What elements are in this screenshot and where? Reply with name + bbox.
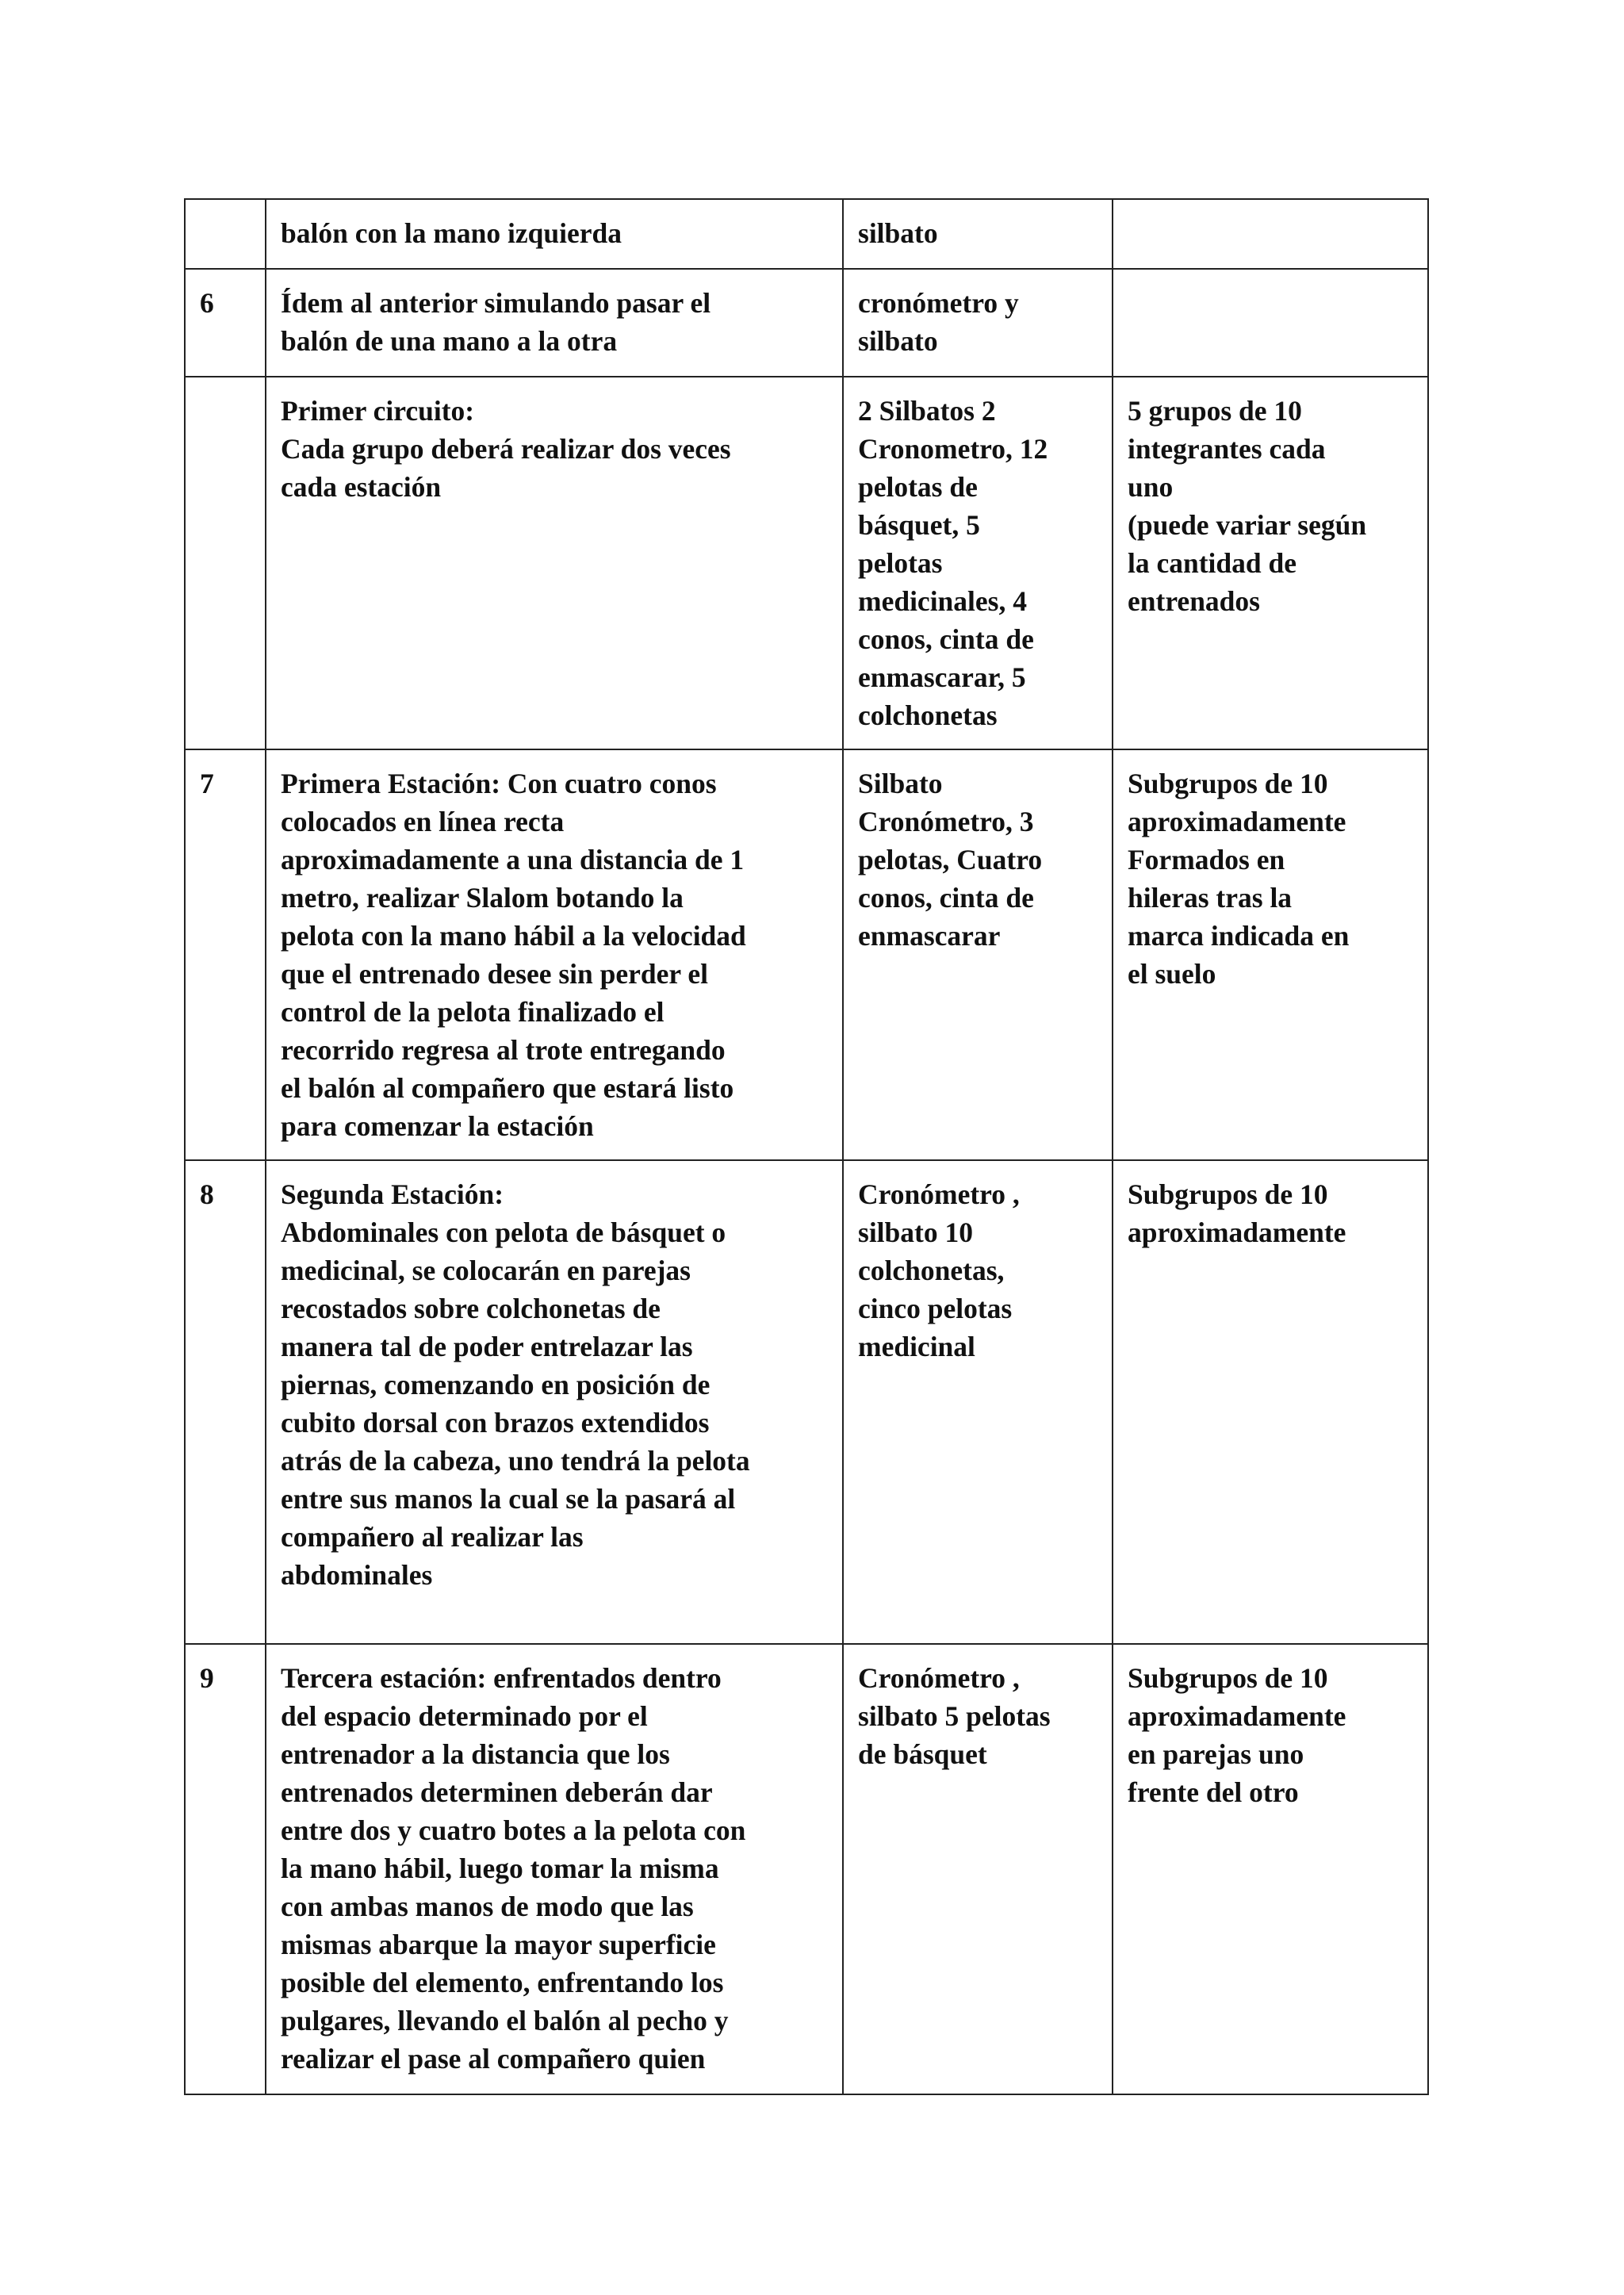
materials-cell (843, 377, 1113, 749)
materials-line: cinco pelotas (858, 1293, 1013, 1324)
row-number: 8 (200, 1178, 214, 1210)
description-line: el balón al compañero que estará listo (281, 1072, 734, 1104)
row-number-cell (185, 269, 266, 377)
row-number-cell (185, 199, 266, 269)
description-line: cubito dorsal con brazos extendidos (281, 1407, 710, 1439)
organization-line: frente del otro (1128, 1776, 1299, 1808)
table-row (185, 199, 1428, 269)
organization-line: en parejas uno (1128, 1738, 1304, 1770)
materials-line: Cronómetro , (858, 1662, 1020, 1694)
materials-line: cronómetro y (858, 287, 1019, 319)
organization-line: Subgrupos de 10 (1128, 768, 1328, 799)
description-line: recostados sobre colchonetas de (281, 1293, 661, 1324)
row-number-cell (185, 1644, 266, 2094)
description-line: pulgares, llevando el balón al pecho y (281, 2005, 729, 2036)
description-line: Tercera estación: enfrentados dentro (281, 1662, 722, 1694)
materials-line: enmascarar, 5 (858, 661, 1026, 693)
description-line: Abdominales con pelota de básquet o (281, 1216, 726, 1248)
table-row (185, 1160, 1428, 1644)
organization-line: Subgrupos de 10 (1128, 1662, 1328, 1694)
organization-line: aproximadamente (1128, 1700, 1346, 1732)
materials-line: Silbato (858, 768, 943, 799)
description-line: control de la pelota finalizado el (281, 996, 665, 1028)
materials-line: silbato 5 pelotas (858, 1700, 1051, 1732)
row-number-cell (185, 377, 266, 749)
materials-cell (843, 1160, 1113, 1644)
description-line: colocados en línea recta (281, 806, 565, 837)
materials-line: pelotas (858, 547, 943, 579)
row-number: 7 (200, 768, 214, 799)
materials-line: Cronómetro, 3 (858, 806, 1034, 837)
materials-cell (843, 199, 1113, 269)
organization-line: (puede variar según (1128, 509, 1367, 541)
activity-description-cell (266, 377, 843, 749)
description-line: entre dos y cuatro botes a la pelota con (281, 1814, 746, 1846)
description-line: realizar el pase al compañero quien (281, 2043, 706, 2075)
table-row (185, 269, 1428, 377)
organization-cell (1113, 749, 1428, 1160)
organization-cell (1113, 377, 1428, 749)
description-line: Segunda Estación: (281, 1178, 504, 1210)
activity-description-cell (266, 1644, 843, 2094)
materials-line: enmascarar (858, 920, 1001, 952)
table-body (185, 199, 1428, 2094)
materials-line: conos, cinta de (858, 623, 1034, 655)
table-row (185, 1644, 1428, 2094)
description-line: Primera Estación: Con cuatro conos (281, 768, 717, 799)
organization-line: integrantes cada (1128, 433, 1326, 465)
organization-line: 5 grupos de 10 (1128, 395, 1302, 427)
description-line: medicinal, se colocarán en parejas (281, 1255, 691, 1286)
materials-line: pelotas, Cuatro (858, 844, 1043, 875)
organization-line: hileras tras la (1128, 882, 1293, 914)
materials-line: colchonetas (858, 699, 998, 731)
row-number-cell (185, 749, 266, 1160)
description-line: mismas abarque la mayor superficie (281, 1929, 716, 1960)
description-line: manera tal de poder entrelazar las (281, 1331, 693, 1362)
organization-line: entrenados (1128, 585, 1260, 617)
description-line: entrenador a la distancia que los (281, 1738, 670, 1770)
organization-line: aproximadamente (1128, 806, 1346, 837)
materials-line: medicinal (858, 1331, 975, 1362)
description-line: la mano hábil, luego tomar la misma (281, 1852, 719, 1884)
description-line: del espacio determinado por el (281, 1700, 648, 1732)
materials-line: colchonetas, (858, 1255, 1005, 1286)
materials-line: pelotas de (858, 471, 978, 503)
description-line: Cada grupo deberá realizar dos veces (281, 433, 731, 465)
activity-description-cell (266, 199, 843, 269)
table-row (185, 749, 1428, 1160)
organization-cell (1113, 199, 1428, 269)
description-line: recorrido regresa al trote entregando (281, 1034, 726, 1066)
organization-line: Formados en (1128, 844, 1285, 875)
description-line: atrás de la cabeza, uno tendrá la pelota (281, 1445, 750, 1477)
table-row (185, 377, 1428, 749)
organization-line: el suelo (1128, 958, 1216, 990)
organization-cell (1113, 269, 1428, 377)
description-line: Ídem al anterior simulando pasar el (281, 287, 711, 319)
materials-line: conos, cinta de (858, 882, 1034, 914)
description-line: abdominales (281, 1559, 433, 1591)
organization-cell (1113, 1644, 1428, 2094)
description-line: posible del elemento, enfrentando los (281, 1967, 724, 1998)
organization-line: marca indicada en (1128, 920, 1350, 952)
materials-line: básquet, 5 (858, 509, 980, 541)
organization-line: uno (1128, 471, 1174, 503)
description-line: aproximadamente a una distancia de 1 (281, 844, 745, 875)
organization-cell (1113, 1160, 1428, 1644)
materials-line: silbato (858, 217, 938, 249)
description-line: metro, realizar Slalom botando la (281, 882, 684, 914)
description-line: entrenados determinen deberán dar (281, 1776, 713, 1808)
materials-line: 2 Silbatos 2 (858, 395, 996, 427)
materials-cell (843, 1644, 1113, 2094)
description-line: cada estación (281, 471, 442, 503)
materials-line: de básquet (858, 1738, 987, 1770)
description-line: compañero al realizar las (281, 1521, 584, 1553)
organization-line: aproximadamente (1128, 1216, 1346, 1248)
materials-line: silbato 10 (858, 1216, 973, 1248)
row-number: 9 (200, 1662, 214, 1694)
description-line: piernas, comenzando en posición de (281, 1369, 710, 1400)
organization-line: Subgrupos de 10 (1128, 1178, 1328, 1210)
materials-line: Cronómetro , (858, 1178, 1020, 1210)
organization-line: la cantidad de (1128, 547, 1297, 579)
materials-line: medicinales, 4 (858, 585, 1027, 617)
description-line: que el entrenado desee sin perder el (281, 958, 709, 990)
row-number: 6 (200, 287, 214, 319)
materials-cell (843, 269, 1113, 377)
description-line: para comenzar la estación (281, 1110, 594, 1142)
row-number-cell (185, 1160, 266, 1644)
description-line: pelota con la mano hábil a la velocidad (281, 920, 746, 952)
activity-description-cell (266, 1160, 843, 1644)
materials-line: Cronometro, 12 (858, 433, 1048, 465)
description-line: balón con la mano izquierda (281, 217, 622, 249)
description-line: entre sus manos la cual se la pasará al (281, 1483, 736, 1515)
description-line: Primer circuito: (281, 395, 475, 427)
activity-description-cell (266, 749, 843, 1160)
description-line: balón de una mano a la otra (281, 325, 618, 357)
materials-line: silbato (858, 325, 938, 357)
description-line: con ambas manos de modo que las (281, 1891, 694, 1922)
activity-description-cell (266, 269, 843, 377)
materials-cell (843, 749, 1113, 1160)
training-table (184, 198, 1429, 2095)
